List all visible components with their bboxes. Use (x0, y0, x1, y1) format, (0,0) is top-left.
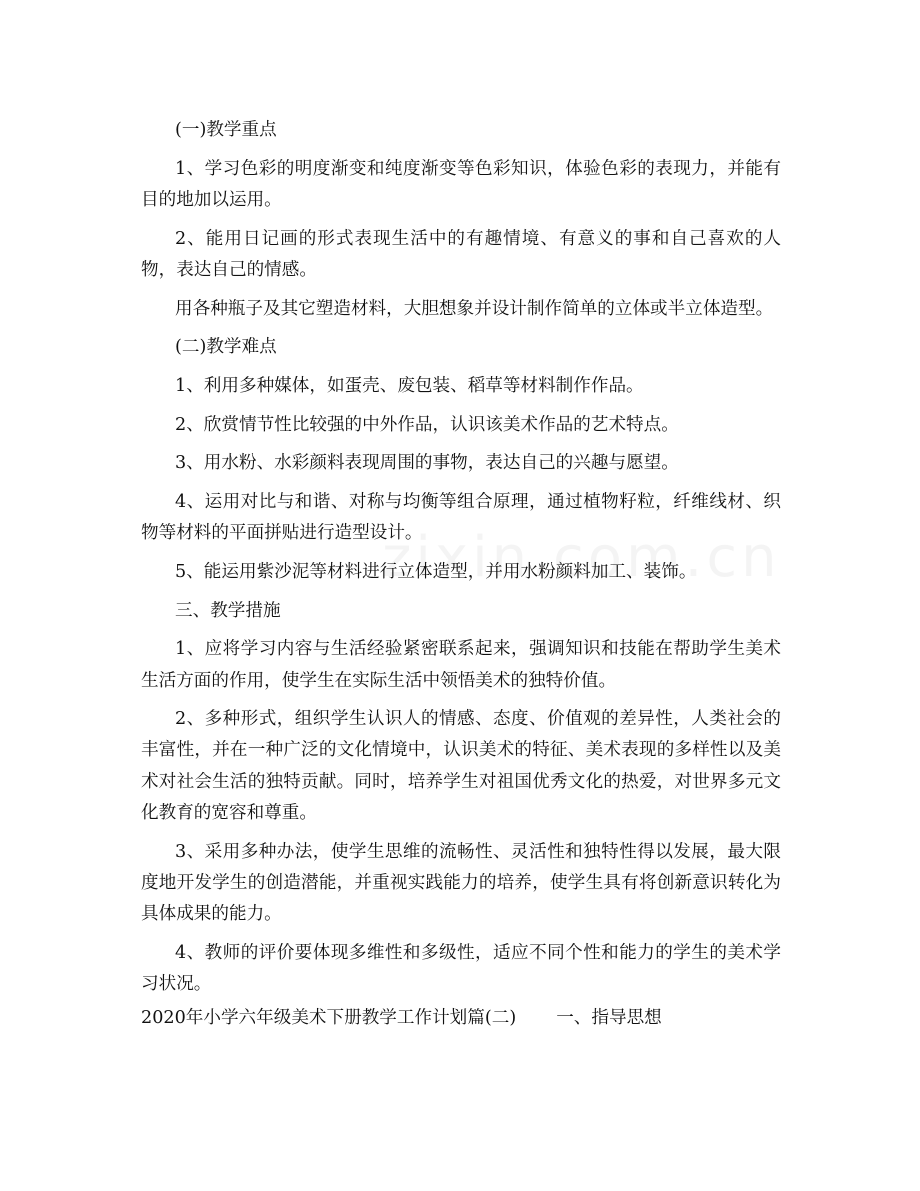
next-section-heading: 一、指导思想 (556, 1008, 662, 1029)
paragraph: 1、学习色彩的明度渐变和纯度渐变等色彩知识，体验色彩的表现力，并能有目的地加以运用。 (141, 158, 781, 210)
section-heading-key-points: (一)教学重点 (175, 120, 277, 140)
paragraph: 3、采用多种办法，使学生思维的流畅性、灵活性和独特性得以发展，最大限度地开发学生的创造潜能，并重视实践能力的培养，使学生具有将创新意识转化为具体成果的能力。 (141, 841, 781, 924)
next-article-title: 2020年小学六年级美术下册教学工作计划篇(二) (141, 1008, 517, 1029)
section-heading-measures: 三、教学措施 (175, 600, 281, 621)
paragraph: 5、能运用紫沙泥等材料进行立体造型，并用水粉颜料加工、装饰。 (175, 561, 697, 582)
paragraph: 4、运用对比与和谐、对称与均衡等组合原理，通过植物籽粒，纤维线材、织物等材料的平面拼贴进行造型设计。 (141, 492, 781, 544)
section-heading-difficulties: (二)教学难点 (175, 337, 277, 358)
paragraph: 2、欣赏情节性比较强的中外作品，认识该美术作品的艺术特点。 (175, 414, 679, 435)
paragraph: 2、多种形式，组织学生认识人的情感、态度、价值观的差异性，人类社会的丰富性，并在一种广泛的文化情境中，认识美术的特征、美术表现的多样性以及美术对社会生活的独特贡献。同时，培养学生对祖国优秀文化的热爱，对世界多元文化教育的宽容和尊重。 (141, 709, 781, 823)
paragraph: 用各种瓶子及其它塑造材料，大胆想象并设计制作简单的立体或半立体造型。 (175, 298, 774, 319)
paragraph: 4、教师的评价要体现多维性和多级性，适应不同个性和能力的学生的美术学习状况。 (141, 942, 781, 994)
paragraph: 2、能用日记画的形式表现生活中的有趣情境、有意义的事和自己喜欢的人物，表达自己的情感。 (141, 228, 781, 280)
paragraph: 3、用水粉、水彩颜料表现周围的事物，表达自己的兴趣与愿望。 (175, 453, 679, 474)
next-article-line (141, 1003, 781, 1034)
paragraph: 1、利用多种媒体，如蛋壳、废包装、稻草等材料制作作品。 (175, 375, 644, 396)
paragraph: 1、应将学习内容与生活经验紧密联系起来，强调知识和技能在帮助学生美术生活方面的作用，使学生在实际生活中领悟美术的独特价值。 (141, 639, 781, 691)
document-body (141, 115, 781, 1034)
